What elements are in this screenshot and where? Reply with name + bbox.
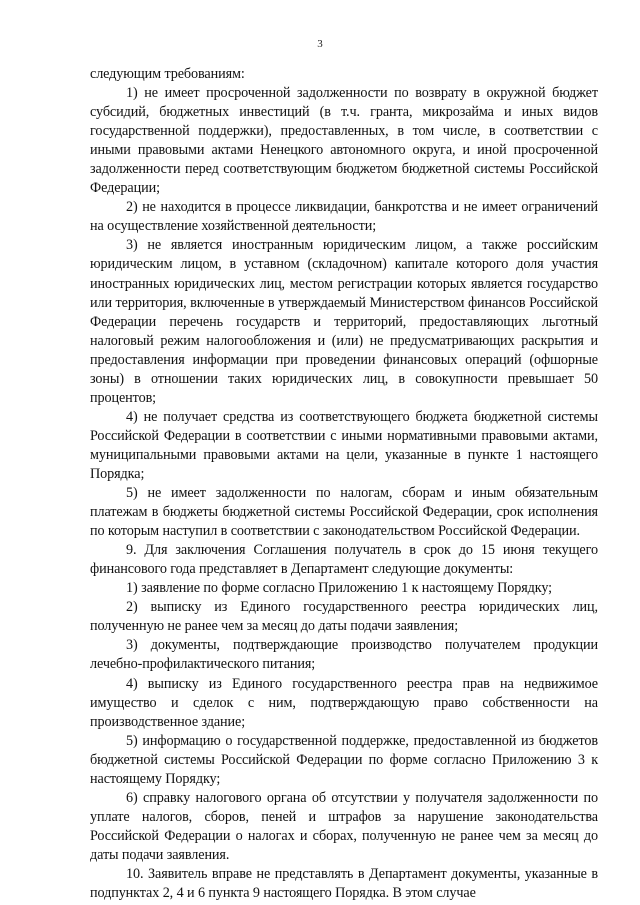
paragraph-document-1: 1) заявление по форме согласно Приложению 1 к настоящему Порядку;: [126, 580, 553, 597]
paragraph-requirement-4: 4) не получает средства из соответствующего бюджета бюджетной системы Российской Федерации в соответствии с иными нормативными правовыми актами, муниципальными правовыми актами на цели, указанные в пункте 1 настоящего Порядка;: [90, 408, 598, 482]
paragraph-clause-10: 10. Заявитель вправе не представлять в Департамент документы, указанные в подпунктах 2, 4 и 6 пункта 9 настоящего Порядка. В этом случае: [90, 865, 598, 902]
paragraph-document-6: 6) справку налогового органа об отсутствии у получателя задолженности по уплате налогов, сборов, пеней и штрафов за нарушение законодательства Российской Федерации о налогах и сборах, полученную не ранее чем за месяц до даты подачи заявления.: [90, 789, 598, 863]
paragraph-requirement-3: 3) не является иностранным юридическим лицом, а также российским юридическим лицом, в уставном (складочном) капитале которого доля участия иностранных юридических лиц, местом регистрации которых является государство или территория, включенные в утверждаемый Министерством финансов Российской Федерации перечень государств и территорий, предоставляющих льготный налоговый режим налогообложения и (или) не предусматривающих раскрытия и предоставления информации при проведении финансовых операций (офшорные зоны) в отношении таких юридических лиц, в совокупности превышает 50 процентов;: [90, 237, 598, 406]
paragraph-requirement-5: 5) не имеет задолженности по налогам, сборам и иным обязательным платежам в бюджеты бюджетной системы Российской Федерации, срок исполнения по которым наступил в соответствии с законодательством Российской Федерации.: [90, 485, 598, 540]
page-number: 3: [317, 38, 323, 50]
paragraph-clause-9: 9. Для заключения Соглашения получатель в срок до 15 июня текущего финансового года представляет в Департамент следующие документы:: [90, 542, 598, 578]
paragraph-requirement-2: 2) не находится в процессе ликвидации, банкротства и не имеет ограничений на осуществление хозяйственной деятельности;: [90, 199, 598, 235]
paragraph-document-4: 4) выписку из Единого государственного реестра прав на недвижимое имущество и сделок с ним, подтверждающую право собственности на производственное здание;: [90, 675, 598, 730]
document-body: [90, 65, 598, 903]
paragraph-intro: следующим требованиям:: [90, 66, 245, 82]
paragraph-document-2: 2) выписку из Единого государственного реестра юридических лиц, полученную не ранее чем за месяц до даты подачи заявления;: [90, 599, 598, 635]
paragraph-document-3: 3) документы, подтверждающие производство получателем продукции лечебно-профилактического питания;: [90, 637, 598, 673]
paragraph-document-5: 5) информацию о государственной поддержке, предоставленной из бюджетов бюджетной системы Российской Федерации по форме согласно Приложению 3 к настоящему Порядку;: [90, 732, 598, 787]
paragraph-requirement-1: 1) не имеет просроченной задолженности по возврату в окружной бюджет субсидий, бюджетных инвестиций (в т.ч. гранта, микрозайма и иных видов государственной поддержки), предоставленных, в том числе, в соответствии с иными правовыми актами Ненецкого автономного округа, и иной просроченной задолженности перед соответствующим бюджетом бюджетной системы Российской Федерации;: [90, 85, 598, 197]
